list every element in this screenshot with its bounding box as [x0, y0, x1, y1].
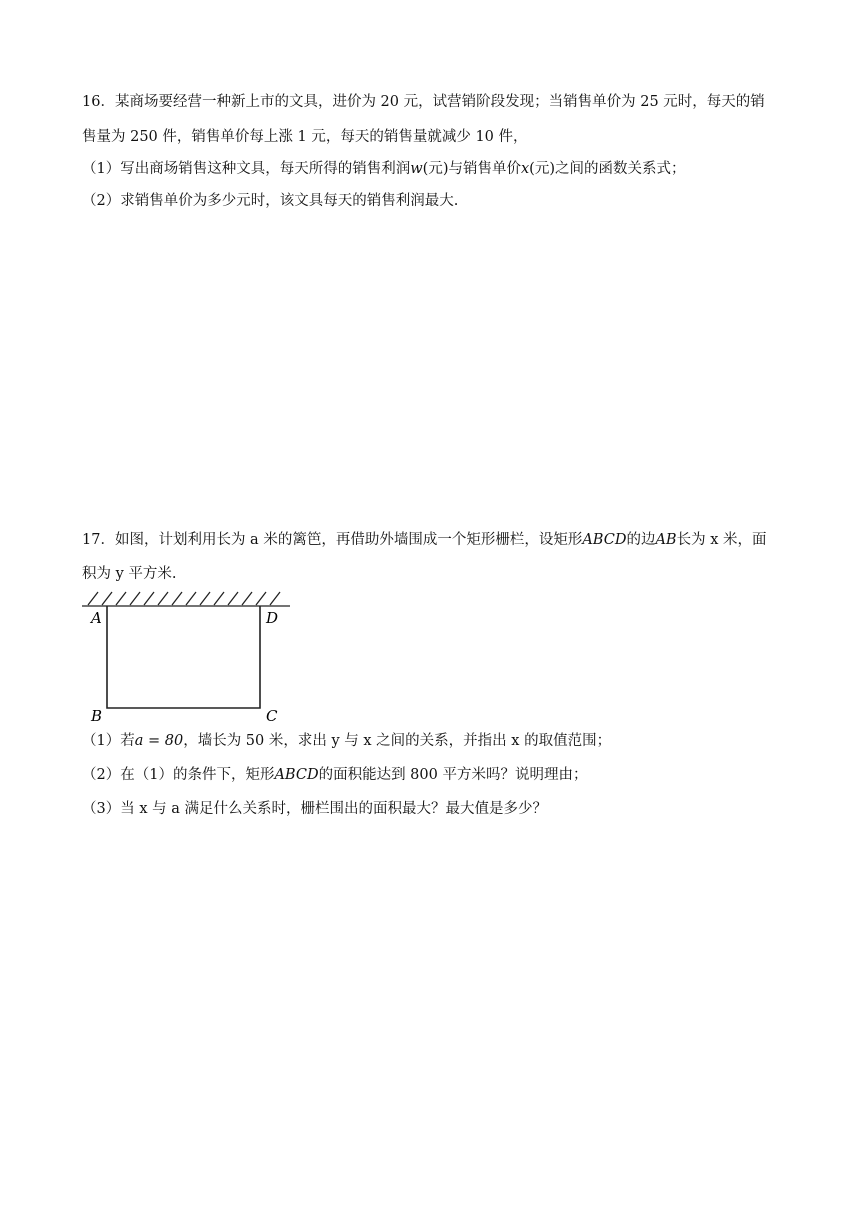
label-a: A — [91, 609, 102, 627]
wall-hatching — [82, 592, 290, 606]
q16-line2: 售量为 250 件，销售单价每上涨 1 元，每天的销售量就减少 10 件， — [82, 129, 528, 145]
q17-text-c: 长为 x 米，面 — [676, 532, 767, 548]
q17-text-a: 如图，计划利用长为 a 米的篱笆，再借助外墙围成一个矩形栅栏，设矩形 — [114, 532, 583, 548]
var-x: x — [520, 161, 530, 177]
q16-part1-text-a: （1）写出商场销售这种文具，每天所得的销售利润 — [82, 161, 411, 177]
label-c: C — [266, 707, 278, 725]
q16-part2: （2）求销售单价为多少元时，该文具每天的销售利润最大. — [82, 193, 459, 209]
rectangle-fence-figure — [80, 590, 295, 725]
q17-part1-text-a: （1）若 — [82, 733, 135, 749]
var-abcd-2: ABCD — [274, 767, 319, 783]
q16-number: 16． — [82, 94, 115, 110]
q17-part1-text-b: ，墙长为 50 米，求出 y 与 x 之间的关系，并指出 x 的取值范围； — [183, 733, 612, 749]
q17-text-b: 的边 — [626, 532, 656, 548]
q16-text-1: 某商场要经营一种新上市的文具，进价为 20 元，试营销阶段发现；当销售单价为 25 元时，每天的销 — [114, 94, 765, 110]
equation-a-80: a = 80 — [134, 733, 184, 749]
q16-part1 — [82, 159, 686, 179]
q17-part2 — [82, 765, 587, 785]
q16-part1-text-b: (元)与销售单价 — [422, 161, 521, 177]
q17-part2-text-b: 的面积能达到 800 平方米吗？说明理由； — [318, 767, 588, 783]
label-b: B — [91, 707, 103, 725]
q17-part1 — [82, 731, 611, 751]
q16-line1 — [82, 92, 765, 112]
var-ab: AB — [655, 532, 677, 548]
q17-part3: （3）当 x 与 a 满足什么关系时，栅栏围出的面积最大？最大值是多少？ — [82, 801, 547, 817]
q16-part1-text-c: (元)之间的函数关系式； — [529, 161, 686, 177]
q17-part2-text-a: （2）在（1）的条件下，矩形 — [82, 767, 275, 783]
label-d: D — [266, 609, 279, 627]
q17-line2: 积为 y 平方米. — [82, 566, 177, 582]
q17-number: 17． — [82, 532, 115, 548]
fence-rectangle — [107, 606, 260, 708]
var-w: w — [410, 161, 423, 177]
var-abcd: ABCD — [582, 532, 627, 548]
q17-line1 — [82, 530, 767, 550]
